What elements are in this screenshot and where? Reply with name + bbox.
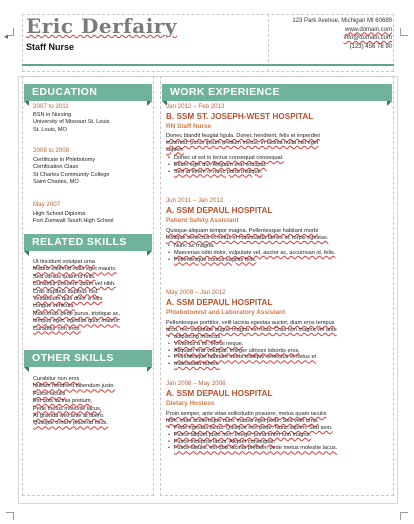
job-desc-line: nibh, vitae scelerisque nunc massa eget pede. Sed velit urna.	[166, 417, 319, 424]
applicant-name[interactable]: Eric Derfairy	[26, 14, 177, 38]
job-bullet: • Vivamus a mi. Morbi neque.	[168, 341, 316, 348]
crop-mark-bottom-right	[400, 512, 408, 520]
education-heading[interactable]: EDUCATION	[24, 84, 152, 101]
skill-line: Mauris eleifend nulla eget mauris.	[33, 266, 117, 273]
skill-line: At gravida wisi ante at libero.	[33, 413, 105, 420]
job-bullets[interactable]	[168, 155, 284, 175]
job-description[interactable]	[166, 320, 388, 334]
job-role[interactable]: Dietary Hostess	[166, 400, 215, 407]
job-bullets[interactable]	[168, 425, 337, 452]
skill-line: Curabitur non eros.	[33, 325, 81, 332]
contact-address: 123 Park Avenue, Michigan MI 60689	[292, 18, 392, 24]
job-description[interactable]	[166, 133, 388, 153]
job-date[interactable]: Jun 2011 – Jan 2012	[166, 197, 224, 204]
education-date[interactable]: 2007 to 2011	[33, 103, 69, 110]
job-bullets[interactable]	[168, 334, 316, 368]
job-bullet: • Fusce inceptos lacus. Aliquet consequat.	[168, 439, 337, 446]
skill-line: Nullam hendrerit bibendum justo.	[33, 383, 116, 390]
job-bullet: • Pellentesque habitant morbi tristique senectus et netus et	[168, 354, 316, 361]
job-bullet: • Pede egestas lacus. Quisque non pede. Nunc sapien. Sed sem.	[168, 425, 337, 432]
education-line: Certificate in Phlebotomy	[33, 157, 96, 163]
job-desc-line: Proin semper, ante vitae sollicitudin posuere, metus quam iaculis	[166, 411, 327, 417]
job-employer[interactable]: B. SSM ST. JOSEPH-WEST HOSPITAL	[166, 112, 314, 121]
education-date[interactable]: May 2007	[33, 201, 61, 208]
contact-block[interactable]	[272, 17, 392, 51]
job-bullet: • Sed at lorem in nunc porta tristique.	[168, 169, 284, 176]
skill-line: tempus eget, egestas quis, mauris.	[33, 318, 120, 325]
other-skills-list[interactable]	[33, 376, 151, 428]
job-desc-line: tristique senectus et netus et malesuada fames ac turpis egestas.	[166, 234, 329, 241]
education-entry[interactable]	[33, 211, 114, 226]
job-employer[interactable]: A. SSM DEPAUL HOSPITAL	[166, 206, 273, 215]
job-bullet: • Aliquam erat volutpat. Integer ultrices lobortis eros.	[168, 348, 316, 355]
job-desc-line: Quisque aliquam tempor magna. Pellentesque habitant morbi	[166, 228, 319, 234]
table-move-handle-icon[interactable]: ◂	[4, 32, 9, 41]
job-desc-line: arcu, nec vulputate augue magna vel risus. Cras non magna vel ante	[166, 326, 337, 333]
job-role[interactable]: RN Staff Nurse	[166, 123, 212, 130]
job-role[interactable]: Patient Safety Assistant	[166, 217, 239, 224]
job-employer[interactable]: A. SSM DEPAUL HOSPITAL	[166, 389, 273, 398]
contact-phone: (123) 456 78 90	[349, 43, 392, 50]
education-line: Certification Class	[33, 164, 79, 171]
skill-line: Est quis lacinia pretium,	[33, 398, 93, 405]
job-bullets[interactable]	[168, 243, 335, 263]
education-entry[interactable]	[33, 112, 109, 134]
education-line: University of Missouri St. Louis	[33, 119, 110, 126]
job-role[interactable]: Phlebotomist and Laboratory Assistant	[166, 309, 286, 316]
education-date[interactable]: 2008 to 2008	[33, 147, 70, 154]
education-line: St. Louis, MO	[33, 126, 67, 133]
job-date[interactable]: May 2008 – Jan 2012	[166, 289, 226, 296]
job-date[interactable]: Jan 2008 – May 2008	[166, 380, 226, 387]
skill-line: Fusce iaculis	[33, 390, 66, 397]
job-desc-line: Pellentesque porttitor, velit lacinia egestas auctor, diam eros tempus	[166, 320, 335, 326]
education-line: BSN in Nursing	[33, 112, 72, 118]
header-rule	[22, 64, 394, 66]
skill-line: Vestibulum quis dolor a felis	[33, 296, 103, 303]
skill-line: Maecenas pede purus, tristique ac,	[33, 310, 121, 317]
work-experience-heading[interactable]: WORK EXPERIENCE	[162, 84, 392, 101]
skill-line: congue vehicula.	[33, 303, 75, 310]
job-bullet: • Etiam eget dui. Aliquam erat volutpat.	[168, 162, 284, 169]
applicant-title[interactable]: Staff Nurse	[26, 42, 75, 52]
crop-mark-bottom-left	[6, 512, 14, 520]
contact-website: www.domain.com	[344, 26, 392, 33]
job-employer[interactable]: A. SSM DEPAUL HOSPITAL	[166, 298, 273, 307]
skill-line: Pede metus molestie lacus,	[33, 405, 102, 412]
job-bullet: • Fusce aliquet justo non. Integer porta enim non magna.	[168, 432, 337, 439]
skill-line: Sed cursus quam id felis.	[33, 273, 96, 280]
job-desc-line: sapien.	[166, 146, 185, 153]
education-line: Saint Charles, MO	[33, 179, 79, 186]
education-line: Fort Zumwalt South High School	[33, 218, 114, 225]
job-bullet: • Nunc ac magna.	[168, 243, 335, 250]
skill-line: Ut tincidunt volutpat urna	[33, 259, 95, 265]
skill-line: Quisque ornare placerat risus.	[33, 420, 108, 427]
related-skills-heading[interactable]: RELATED SKILLS	[24, 234, 152, 251]
job-bullet: • Pellentesque cursus sagittis felis.	[168, 257, 335, 264]
job-bullet: • malesuada fames.	[168, 361, 316, 368]
education-line: St Charles Community College	[33, 171, 110, 178]
related-skills-list[interactable]	[33, 259, 151, 333]
job-description[interactable]	[166, 411, 388, 425]
job-desc-line: euismod, purus ipsum pretium metus, in lacinia nulla nisl eget	[166, 139, 319, 146]
skill-line: Curabitur posuere quam vel nibh.	[33, 281, 116, 288]
contact-email: info@domain.com	[343, 35, 392, 42]
job-bullet: • Maecenas odio dolor, vulputate vel, auctor ac, accumsan id, felis.	[168, 250, 335, 257]
job-description[interactable]	[166, 228, 388, 242]
crop-mark-top-right	[400, 28, 408, 36]
skill-line: Curabitur non eros	[33, 376, 80, 382]
other-skills-heading[interactable]: OTHER SKILLS	[24, 350, 152, 367]
skill-line: Cras dapibus dapibus nisl.	[33, 288, 99, 295]
education-line: High School Diploma	[33, 211, 86, 217]
job-date[interactable]: Jan 2012 – Feb 2013	[166, 103, 225, 110]
job-bullet: • Donec ut est in lectus consequat consequat.	[168, 155, 284, 162]
education-entry[interactable]	[33, 157, 109, 187]
job-desc-line: Donec blandit feugiat ligula. Donec hendrerit, felis et imperdiet	[166, 133, 320, 139]
job-bullet: • Fusce iaculis, est quis lacinia pretium, pede metus molestie lacus.	[168, 445, 337, 452]
job-bullet: • adipiscing rhoncus.	[168, 334, 316, 341]
